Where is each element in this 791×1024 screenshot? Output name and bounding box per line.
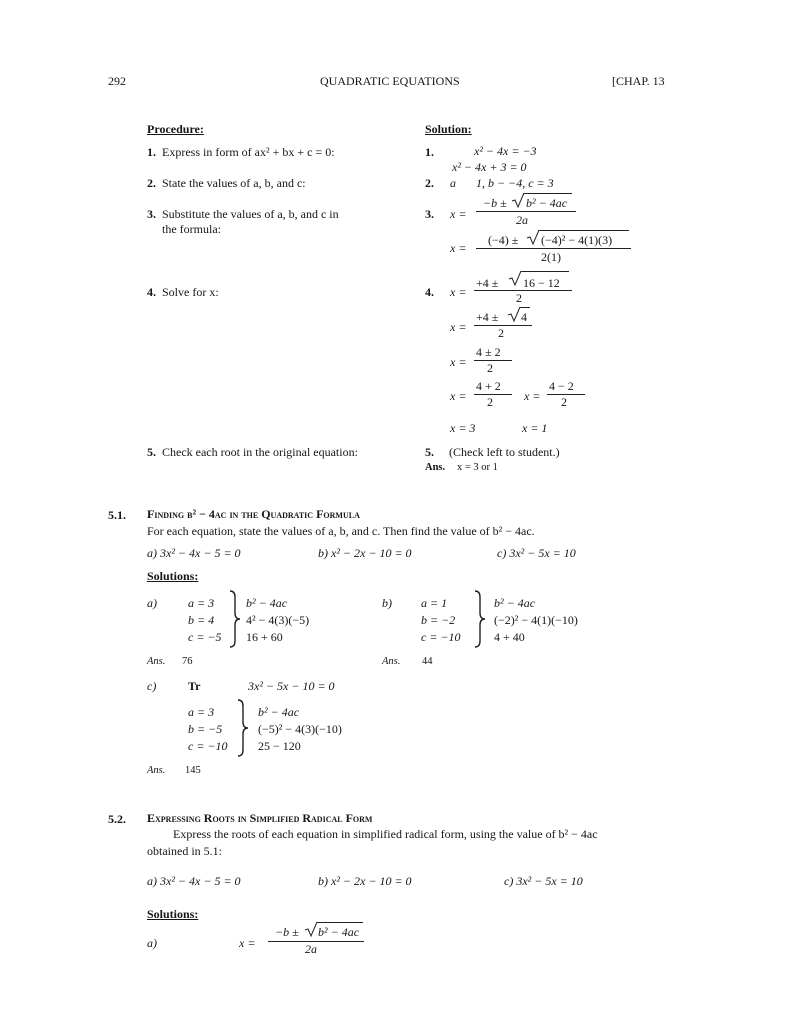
- x-equals: x =: [524, 389, 541, 403]
- solution-step-5-num: 5.: [425, 445, 434, 459]
- work-line-2: 4² − 4(3)(−5): [246, 613, 310, 627]
- work-line-1: b² − 4ac: [258, 705, 300, 719]
- work-line-1: b² − 4ac: [246, 596, 288, 610]
- solution-heading: Solution:: [425, 122, 472, 136]
- problem-a-equation: a) 3x² − 4x − 5 = 0: [147, 874, 241, 888]
- formula-3-numerator: +4 ±: [476, 276, 499, 290]
- procedure-step-1: Express in form of ax² + bx + c = 0:: [162, 145, 335, 159]
- section-5-1-title: Finding b² − 4ac in the Quadratic Formula: [147, 507, 360, 521]
- part-a-label: a): [147, 596, 157, 610]
- work-line-3: 16 + 60: [246, 630, 283, 644]
- procedure-step-3: Substitute the values of a, b, and c in: [162, 207, 339, 221]
- answer-label: Ans.: [147, 656, 166, 667]
- answer-label: Ans.: [425, 462, 446, 473]
- work-line-3: 4 + 40: [494, 630, 525, 644]
- x-equals: x =: [239, 936, 256, 950]
- formula-4-numerator: +4 ±: [476, 310, 499, 324]
- fraction-bar: [474, 290, 572, 291]
- formula-6a-numerator: 4 + 2: [476, 379, 501, 393]
- value-a: a = 3: [188, 596, 215, 610]
- formula-2-denominator: 2(1): [541, 250, 561, 264]
- solution-step-3-num: 3.: [425, 207, 434, 221]
- problem-c-equation: c) 3x² − 5x = 10: [504, 874, 583, 888]
- answer-label: Ans.: [382, 656, 401, 667]
- fraction-bar: [474, 360, 512, 361]
- work-line-2: (−2)² − 4(1)(−10): [494, 613, 578, 627]
- solutions-heading: Solutions:: [147, 569, 199, 583]
- procedure-step-4: Solve for x:: [162, 285, 219, 299]
- procedure-step-5-num: 5.: [147, 445, 156, 459]
- procedure-step-2: State the values of a, b, and c:: [162, 176, 306, 190]
- section-5-2-title: Expressing Roots in Simplified Radical Form: [147, 811, 373, 825]
- answer-value: 145: [185, 765, 201, 776]
- value-b: b = −5: [188, 722, 223, 736]
- square-root-icon: [507, 306, 521, 322]
- formula-6b-denominator: 2: [561, 395, 567, 409]
- root-1: x = 3: [450, 421, 476, 435]
- answer-label: Ans.: [147, 765, 166, 776]
- solution-step-1-eq-b: x² − 4x + 3 = 0: [452, 160, 527, 174]
- answer-text: x = 3 or 1: [457, 462, 498, 473]
- root-2: x = 1: [522, 421, 548, 435]
- formula-2-radicand: (−4)² − 4(1)(3): [541, 233, 613, 247]
- section-5-1-number: 5.1.: [108, 508, 126, 522]
- fraction-bar: [476, 211, 576, 212]
- section-5-2-number: 5.2.: [108, 812, 126, 826]
- value-c: c = −10: [188, 739, 228, 753]
- square-root-icon: [508, 270, 522, 286]
- answer-value: 44: [422, 656, 433, 667]
- right-brace-icon: [473, 590, 487, 648]
- section-5-2-intro-line-2: obtained in 5.1:: [147, 844, 222, 858]
- problem-b-equation: b) x² − 2x − 10 = 0: [318, 874, 412, 888]
- x-equals: x =: [450, 320, 467, 334]
- solution-step-1-num: 1.: [425, 145, 434, 159]
- chapter-label: [CHAP. 13: [612, 74, 665, 88]
- problem-c-equation: c) 3x² − 5x = 10: [497, 546, 576, 560]
- work-line-1: b² − 4ac: [494, 596, 536, 610]
- procedure-step-3-num: 3.: [147, 207, 156, 221]
- square-root-icon: [511, 192, 525, 208]
- x-equals: x =: [450, 207, 467, 221]
- formula-3-radicand: 16 − 12: [523, 276, 560, 290]
- radical-bar: [539, 230, 629, 231]
- procedure-step-2-num: 2.: [147, 176, 156, 190]
- formula-5-numerator: 4 ± 2: [476, 345, 501, 359]
- procedure-step-4-num: 4.: [147, 285, 156, 299]
- procedure-step-1-num: 1.: [147, 145, 156, 159]
- formula-numerator: −b ±: [483, 196, 507, 210]
- part-c-equation: 3x² − 5x − 10 = 0: [248, 679, 335, 693]
- formula-6b-numerator: 4 − 2: [549, 379, 574, 393]
- formula-radicand: b² − 4ac: [318, 925, 360, 939]
- formula-5-denominator: 2: [487, 361, 493, 375]
- value-c: c = −5: [188, 630, 222, 644]
- part-b-label: b): [382, 596, 392, 610]
- formula-numerator: −b ±: [275, 925, 299, 939]
- x-equals: x =: [450, 241, 467, 255]
- procedure-heading: Procedure:: [147, 122, 204, 136]
- value-c: c = −10: [421, 630, 461, 644]
- page-number: 292: [108, 74, 126, 88]
- formula-4-denominator: 2: [498, 326, 504, 340]
- solution-step-4-num: 4.: [425, 285, 434, 299]
- procedure-step-5: Check each root in the original equation:: [162, 445, 358, 459]
- formula-4-radicand: 4: [521, 310, 527, 324]
- radical-bar: [524, 193, 572, 194]
- solution-step-5-text: (Check left to student.): [449, 445, 560, 459]
- radical-bar: [317, 922, 363, 923]
- solutions-heading: Solutions:: [147, 907, 199, 921]
- part-c-tr: Tr: [188, 679, 201, 693]
- section-5-2-intro-line-1: Express the roots of each equation in simplified radical form, using the value of b² − 4ac: [173, 827, 598, 841]
- work-line-3: 25 − 120: [258, 739, 301, 753]
- square-root-icon: [526, 229, 540, 245]
- x-equals: x =: [450, 285, 467, 299]
- section-5-1-intro: For each equation, state the values of a, b, and c. Then find the value of b² − 4ac.: [147, 524, 535, 538]
- formula-denominator: 2a: [516, 213, 528, 227]
- formula-6a-denominator: 2: [487, 395, 493, 409]
- x-equals: x =: [450, 355, 467, 369]
- problem-b-equation: b) x² − 2x − 10 = 0: [318, 546, 412, 560]
- fraction-bar: [476, 248, 631, 249]
- part-a-label: a): [147, 936, 157, 950]
- solution-step-1-eq-a: x² − 4x = −3: [474, 144, 537, 158]
- formula-radicand: b² − 4ac: [526, 196, 568, 210]
- formula-2-numerator: (−4) ±: [488, 233, 519, 247]
- problem-a-equation: a) 3x² − 4x − 5 = 0: [147, 546, 241, 560]
- fraction-bar: [474, 394, 512, 395]
- value-a: a = 3: [188, 705, 215, 719]
- value-a: a = 1: [421, 596, 448, 610]
- answer-value: 76: [182, 656, 193, 667]
- procedure-step-3-cont: the formula:: [162, 222, 221, 236]
- formula-denominator: 2a: [305, 942, 317, 956]
- running-title: QUADRATIC EQUATIONS: [320, 74, 460, 88]
- solution-step-2-values: 1, b − −4, c = 3: [476, 176, 554, 190]
- formula-3-denominator: 2: [516, 291, 522, 305]
- radical-bar: [521, 271, 569, 272]
- square-root-icon: [304, 921, 318, 937]
- value-b: b = −2: [421, 613, 456, 627]
- right-brace-icon: [236, 699, 250, 757]
- work-line-2: (−5)² − 4(3)(−10): [258, 722, 342, 736]
- x-equals: x =: [450, 389, 467, 403]
- solution-step-2-a: a: [450, 176, 456, 190]
- value-b: b = 4: [188, 613, 215, 627]
- solution-step-2-num: 2.: [425, 176, 434, 190]
- right-brace-icon: [228, 590, 242, 648]
- radical-bar: [520, 307, 530, 308]
- part-c-label: c): [147, 679, 157, 693]
